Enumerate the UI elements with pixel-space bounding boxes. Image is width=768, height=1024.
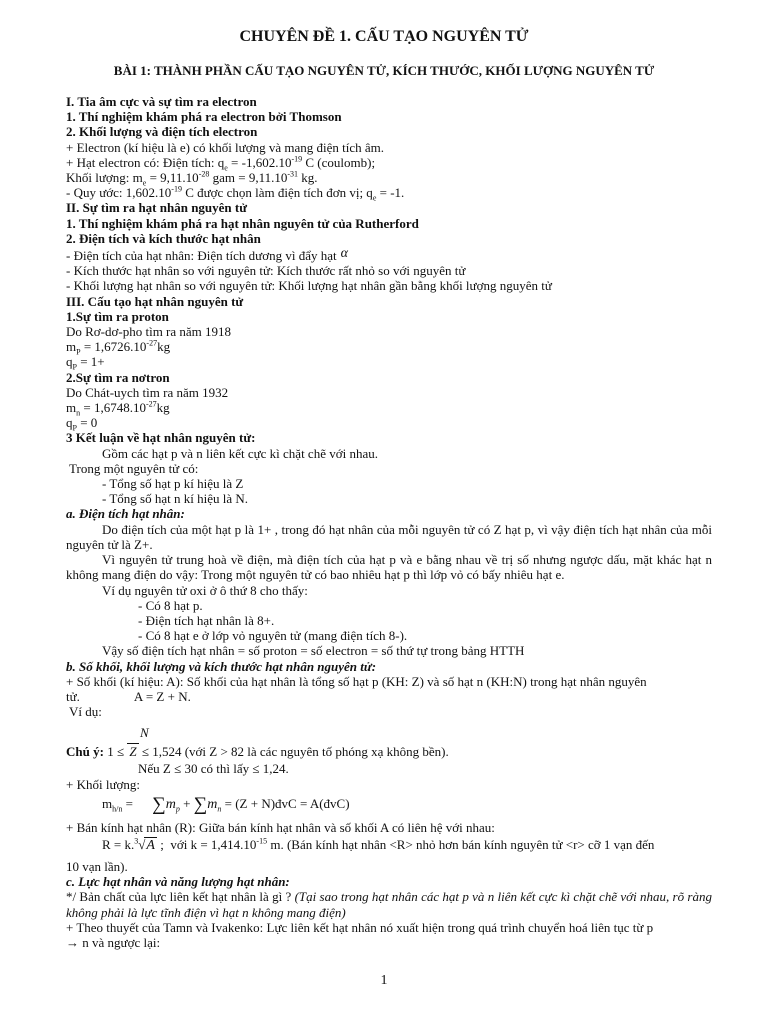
subsection-heading: b. Số khối, khối lượng và kích thước hạt nhân nguyên tử: xyxy=(66,658,377,674)
subsection-heading: 1.Sự tìm ra proton xyxy=(66,308,169,324)
text-line: - Điện tích của hạt nhân: Điện tích dương vì đẩy hạt α xyxy=(66,246,348,264)
text-line: Ví dụ: xyxy=(66,704,102,720)
lesson-title: BÀI 1: THÀNH PHẦN CẤU TẠO NGUYÊN TỬ, KÍCH THƯỚC, KHỐI LƯỢNG NGUYÊN TỬ xyxy=(113,63,655,78)
nuclear-mass-formula: $m_{h/n} = \sum m_p + \sum m_n = (Z$ + N)đvC = A(đvC) xyxy=(102,793,350,815)
page-number: 1 xyxy=(380,973,388,988)
alpha-symbol: α xyxy=(340,246,348,262)
text-line: Vậy số điện tích hạt nhân = số proton = số electron = số thứ tự trong bảng HTTH xyxy=(102,643,525,659)
neutron-charge-line: $q_P = 0$ xyxy=(66,415,98,433)
text-line: Nếu Z ≤ 30 có thì lấy ≤ 1,24. xyxy=(138,761,289,777)
sigma-symbol: ∑ xyxy=(152,793,166,815)
fraction-denominator: Z xyxy=(129,744,137,760)
text-line: → n và ngược lại: xyxy=(66,934,161,950)
paragraph: Do điện tích của một hạt p là 1+ , trong đó hạt nhân của mỗi nguyên tử có Z hạt p, vì vậy điện tích hạt nhân của mỗi nguyên tử là Z+. xyxy=(66,521,712,552)
paragraph: Vì nguyên tử trung hoà về điện, mà điện tích của hạt p và e bằng nhau về trị số nhưng ngược dấu, mặt khác hạt n không mang điện do vậy: Trong một nguyên tử có bao nhiêu hạt p thì lớp vỏ có bấy nhiêu hạt e. xyxy=(66,552,712,583)
sigma-symbol: ∑ xyxy=(193,793,208,815)
section-heading: I. Tia âm cực và sự tìm ra electron xyxy=(66,94,257,109)
section-heading: II. Sự tìm ra hạt nhân nguyên tử xyxy=(66,200,248,216)
subsection-heading: a. Điện tích hạt nhân: xyxy=(66,506,185,522)
ratio-note-line: Chú ý: 1 ≤ Z ≤ 1,524 (với Z > 82 là các nguyên tố phóng xạ không bền). xyxy=(66,744,449,760)
subsection-heading: 2.Sự tìm ra nơtron xyxy=(66,369,170,385)
subsection-heading: c. Lực hạt nhân và năng lượng hạt nhân: xyxy=(66,874,290,890)
text-line: + Electron (kí hiệu là e) có khối lượng và mang điện tích âm. xyxy=(66,139,384,155)
list-item: - Tổng số hạt p kí hiệu là Z xyxy=(102,476,244,492)
proton-mass-line: $m_P = 1,6726.10^{-27}kg$ xyxy=(66,338,171,357)
charge-convention-line: - Quy ước: $1,602.10^{-19}$ C được chọn làm điện tích đơn vị; $q_e = -1$. xyxy=(66,184,405,203)
text-line: + Khối lượng: xyxy=(66,776,140,792)
text-line: + Theo thuyết của Tamn và Ivakenko: Lực liên kết hạt nhân nó xuất hiện trong quá trình chuyển hoá liên tục từ p xyxy=(66,919,654,935)
list-item: - Điện tích hạt nhân là 8+. xyxy=(138,612,275,628)
fraction-numerator: N xyxy=(140,725,149,741)
list-item: - Có 8 hạt p. xyxy=(138,597,203,613)
text-line: Ví dụ nguyên tử oxi ở ô thứ 8 cho thấy: xyxy=(102,582,308,598)
subsection-heading: 1. Thí nghiệm khám phá ra hạt nhân nguyên tử của Rutherford xyxy=(66,215,419,231)
electron-charge-line: + Hạt electron có: Điện tích: $q_e = -1,602.10^{-19}$ C (coulomb); xyxy=(66,154,376,173)
text-line: + Số khối (kí hiệu: A): Số khối của hạt nhân là tổng số hạt p (KH: Z) và số hạt n (KH:N) trong hạt nhân nguyên xyxy=(66,673,647,689)
root-symbol: √ xyxy=(138,836,146,852)
subsection-heading: 2. Điện tích và kích thước hạt nhân xyxy=(66,230,261,246)
question-paragraph: */ Bản chất của lực liên kết hạt nhân là gì ? (Tại sao trong hạt nhân các hạt p và n liên kết cực kì chặt chẽ với nhau, rõ ràng không phải là lực tĩnh điện vì hạt n không mang điện) xyxy=(66,889,712,920)
document-title: CHUYÊN ĐỀ 1. CẤU TẠO NGUYÊN TỬ xyxy=(239,28,529,45)
arrow-icon: → xyxy=(66,934,79,950)
document-body xyxy=(66,94,712,950)
text-line: - Kích thước hạt nhân so với nguyên tử: Kích thước rất nhỏ so với nguyên tử xyxy=(66,263,466,279)
text-line: 10 vạn lần). xyxy=(66,858,128,874)
text-line: Trong một nguyên tử có: xyxy=(66,460,199,476)
subsection-heading: 1. Thí nghiệm khám phá ra electron bởi Thomson xyxy=(66,109,342,125)
subsection-heading: 2. Khối lượng và điện tích electron xyxy=(66,124,258,140)
text-line: Gồm các hạt p và n liên kết cực kì chặt chẽ với nhau. xyxy=(102,445,378,461)
text-line: + Bán kính hạt nhân (R): Giữa bán kính hạt nhân và số khối A có liên hệ với nhau: xyxy=(66,819,495,835)
proton-charge-line: $q_P = 1+$ xyxy=(66,354,105,373)
text-line: - Khối lượng hạt nhân so với nguyên tử: Khối lượng hạt nhân gần bằng khối lượng nguyên tử xyxy=(66,278,552,294)
electron-mass-line: Khối lượng: $m_e = 9,11.10^{-28}$ gam = $9,11.10^{-31}$ kg. xyxy=(66,169,318,188)
text-line: Do Chát-uych tìm ra năm 1932 xyxy=(66,384,229,400)
text-line: Do Rơ-dơ-pho tìm ra năm 1918 xyxy=(66,324,232,340)
list-item: - Tổng số hạt n kí hiệu là N. xyxy=(102,491,248,507)
nuclear-radius-formula: R = k.$^3$√A ; với $k = 1,414.10^{-15}$ m. (Bán kính hạt nhân <R> nhỏ hơn bán kính nguyên tử <r> cỡ 1 vạn đến xyxy=(102,836,655,853)
mass-number-formula: tử. A = Z + N. xyxy=(66,688,191,704)
list-item: - Có 8 hạt e ở lớp vỏ nguyên tử (mang điện tích 8-). xyxy=(138,628,408,644)
subsection-heading: 3 Kết luận về hạt nhân nguyên tử: xyxy=(66,430,256,446)
section-heading: III. Cấu tạo hạt nhân nguyên tử xyxy=(66,293,244,309)
neutron-mass-line: $m_n = 1,6748.10^{-27}kg$ xyxy=(66,399,170,418)
